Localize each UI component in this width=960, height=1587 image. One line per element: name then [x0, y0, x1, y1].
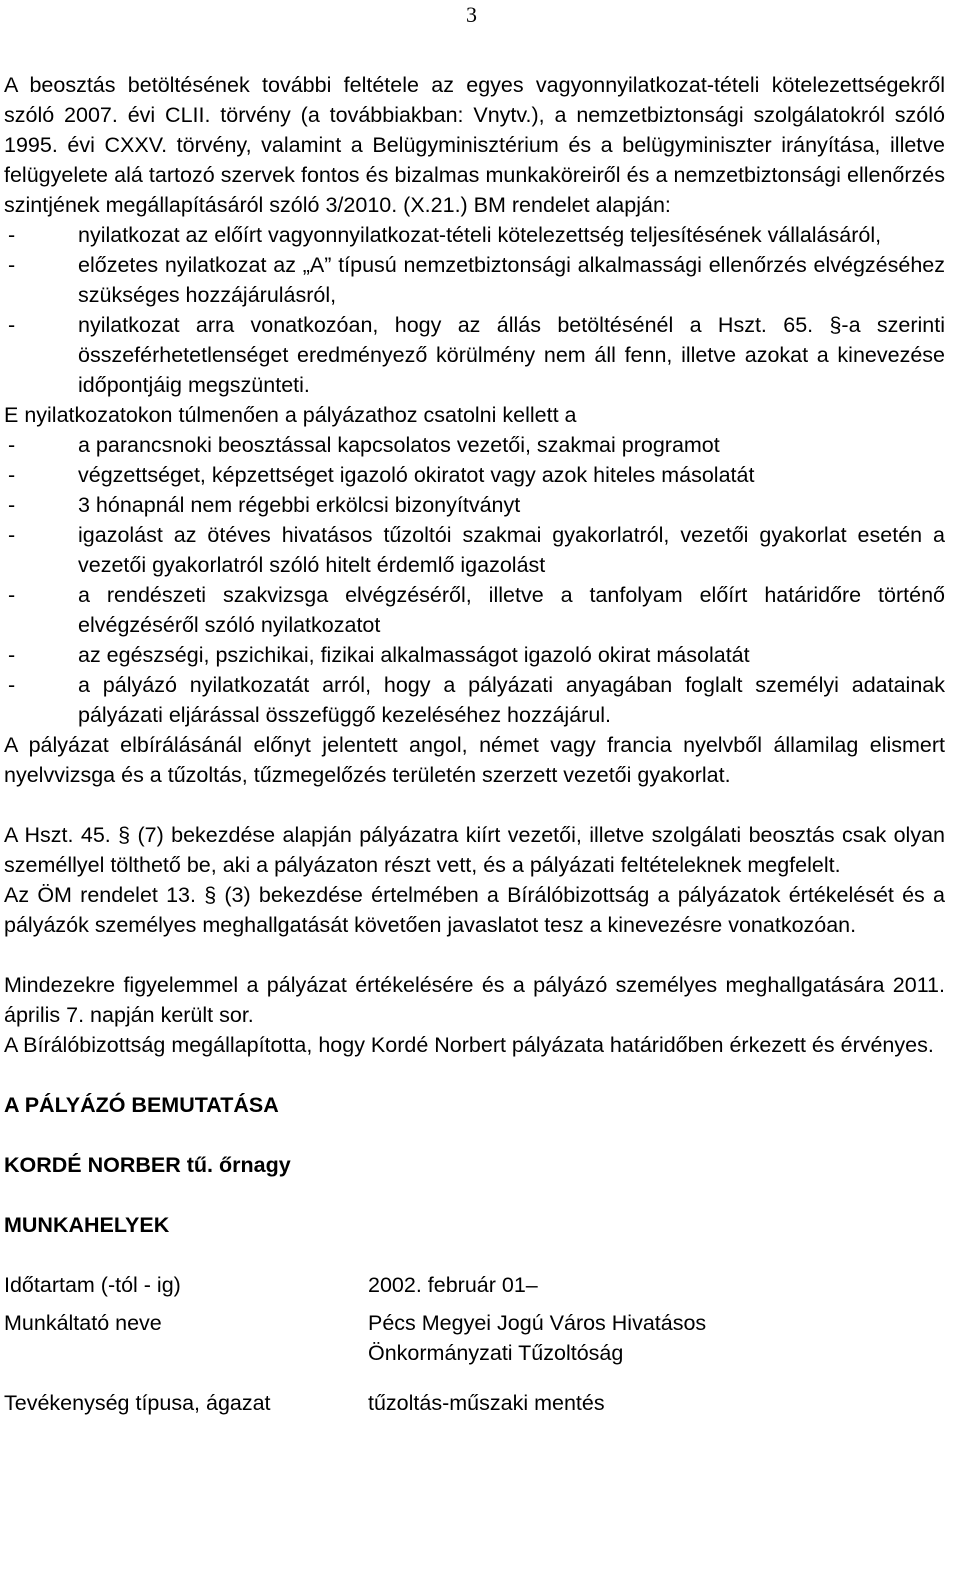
spacer: [4, 1120, 945, 1150]
list-item: - az egészségi, pszichikai, fizikai alkalmasságot igazoló okirat másolatát: [4, 640, 945, 670]
list-item: - végzettséget, képzettséget igazoló okiratot vagy azok hiteles másolatát: [4, 460, 945, 490]
page-number: 3: [466, 2, 477, 27]
spacer: [4, 1060, 945, 1090]
row-value: tűzoltás-műszaki mentés: [368, 1391, 605, 1415]
workplace-table: [4, 1270, 788, 1418]
row-value: Pécs Megyei Jogú Város Hivatásos Önkormányzati Tűzoltóság: [368, 1311, 707, 1365]
paragraph-om-rendelet: Az ÖM rendelet 13. § (3) bekezdése értelmében a Bírálóbizottság a pályázatok értékelését és a pályázók személyes meghallgatását követően javaslatot tesz a kinevezésre vonatkozóan.: [4, 883, 945, 937]
list-item: - 3 hónapnál nem régebbi erkölcsi bizonyítványt: [4, 490, 945, 520]
spacer: [4, 940, 945, 970]
paragraph-hearing: Mindezekre figyelemmel a pályázat értékelésére és a pályázó személyes meghallgatására 2011. április 7. napján került sor.: [4, 973, 945, 1027]
spacer: [4, 1240, 945, 1270]
attachment-list: [4, 430, 945, 730]
document-body: [4, 70, 945, 1418]
table-row: [4, 1388, 788, 1418]
declaration-list: [4, 220, 945, 400]
paragraph-eligibility: A beosztás betöltésének további feltétele az egyes vagyonnyilatkozat-tételi kötelezettségekről szóló 2007. évi CLII. törvény (a továbbiakban: Vnytv.), a nemzetbiztonsági szolgálatokról szóló 1995. évi CXXV. törvény, valamint a Belügyminisztérium és a belügyminiszter irányítása, illetve felügyelete alá tartozó szervek fontos és bizalmas munkaköreiről és a nemzetbiztonsági ellenőrzés szintjének megállapításáról szóló 3/2010. (X.21.) BM rendelet alapján:: [4, 73, 945, 217]
list-item: - igazolást az ötéves hivatásos tűzoltói szakmai gyakorlatról, vezetői gyakorlat esetén a vezetői gyakorlatról szóló hitelt érdemlő igazolást: [4, 520, 945, 580]
list-item: - előzetes nyilatkozat az „A” típusú nemzetbiztonsági alkalmassági ellenőrzés elvégzéséhez szükséges hozzájárulásról,: [4, 250, 945, 310]
workplaces-heading: MUNKAHELYEK: [4, 1213, 170, 1237]
paragraph-hszt: A Hszt. 45. § (7) bekezdése alapján pályázatra kiírt vezetői, illetve szolgálati beosztás csak olyan személlyel tölthető be, aki a pályázaton részt vett, és a pályázati feltételeknek megfelelt.: [4, 823, 945, 877]
section-heading: A PÁLYÁZÓ BEMUTATÁSA: [4, 1093, 279, 1117]
spacer: [4, 1180, 945, 1210]
list-item: - nyilatkozat arra vonatkozóan, hogy az állás betöltésénél a Hszt. 65. §-a szerinti összeférhetetlenséget eredményező körülmény nem áll fenn, illetve azokat a kinevezése időpontjáig megszünteti.: [4, 310, 945, 400]
row-value: 2002. február 01–: [368, 1273, 538, 1297]
row-label: Munkáltató neve: [4, 1311, 162, 1335]
list-item: - a pályázó nyilatkozatát arról, hogy a pályázati anyagában foglalt személyi adatainak pályázati eljárással összefüggő kezeléséhez hozzájárul.: [4, 670, 945, 730]
table-row: [4, 1270, 788, 1300]
spacer: [4, 790, 945, 820]
paragraph-validity: A Bírálóbizottság megállapította, hogy Kordé Norbert pályázata határidőben érkezett és érvényes.: [4, 1033, 934, 1057]
table-row: [4, 1308, 788, 1368]
row-label: Időtartam (-tól - ig): [4, 1273, 181, 1297]
paragraph-attachments-intro: E nyilatkozatokon túlmenően a pályázathoz csatolni kellett a: [4, 403, 577, 427]
list-item: - nyilatkozat az előírt vagyonnyilatkozat-tételi kötelezettség teljesítésének vállalásáról,: [4, 220, 945, 250]
applicant-name: KORDÉ NORBER tű. őrnagy: [4, 1153, 291, 1177]
list-item: - a parancsnoki beosztással kapcsolatos vezetői, szakmai programot: [4, 430, 945, 460]
row-label: Tevékenység típusa, ágazat: [4, 1391, 271, 1415]
list-item: - a rendészeti szakvizsga elvégzéséről, illetve a tanfolyam előírt határidőre történő elvégzéséről szóló nyilatkozatot: [4, 580, 945, 640]
paragraph-advantage: A pályázat elbírálásánál előnyt jelentett angol, német vagy francia nyelvből államilag elismert nyelvvizsga és a tűzoltás, tűzmegelőzés területén szerzett vezetői gyakorlat.: [4, 733, 945, 787]
